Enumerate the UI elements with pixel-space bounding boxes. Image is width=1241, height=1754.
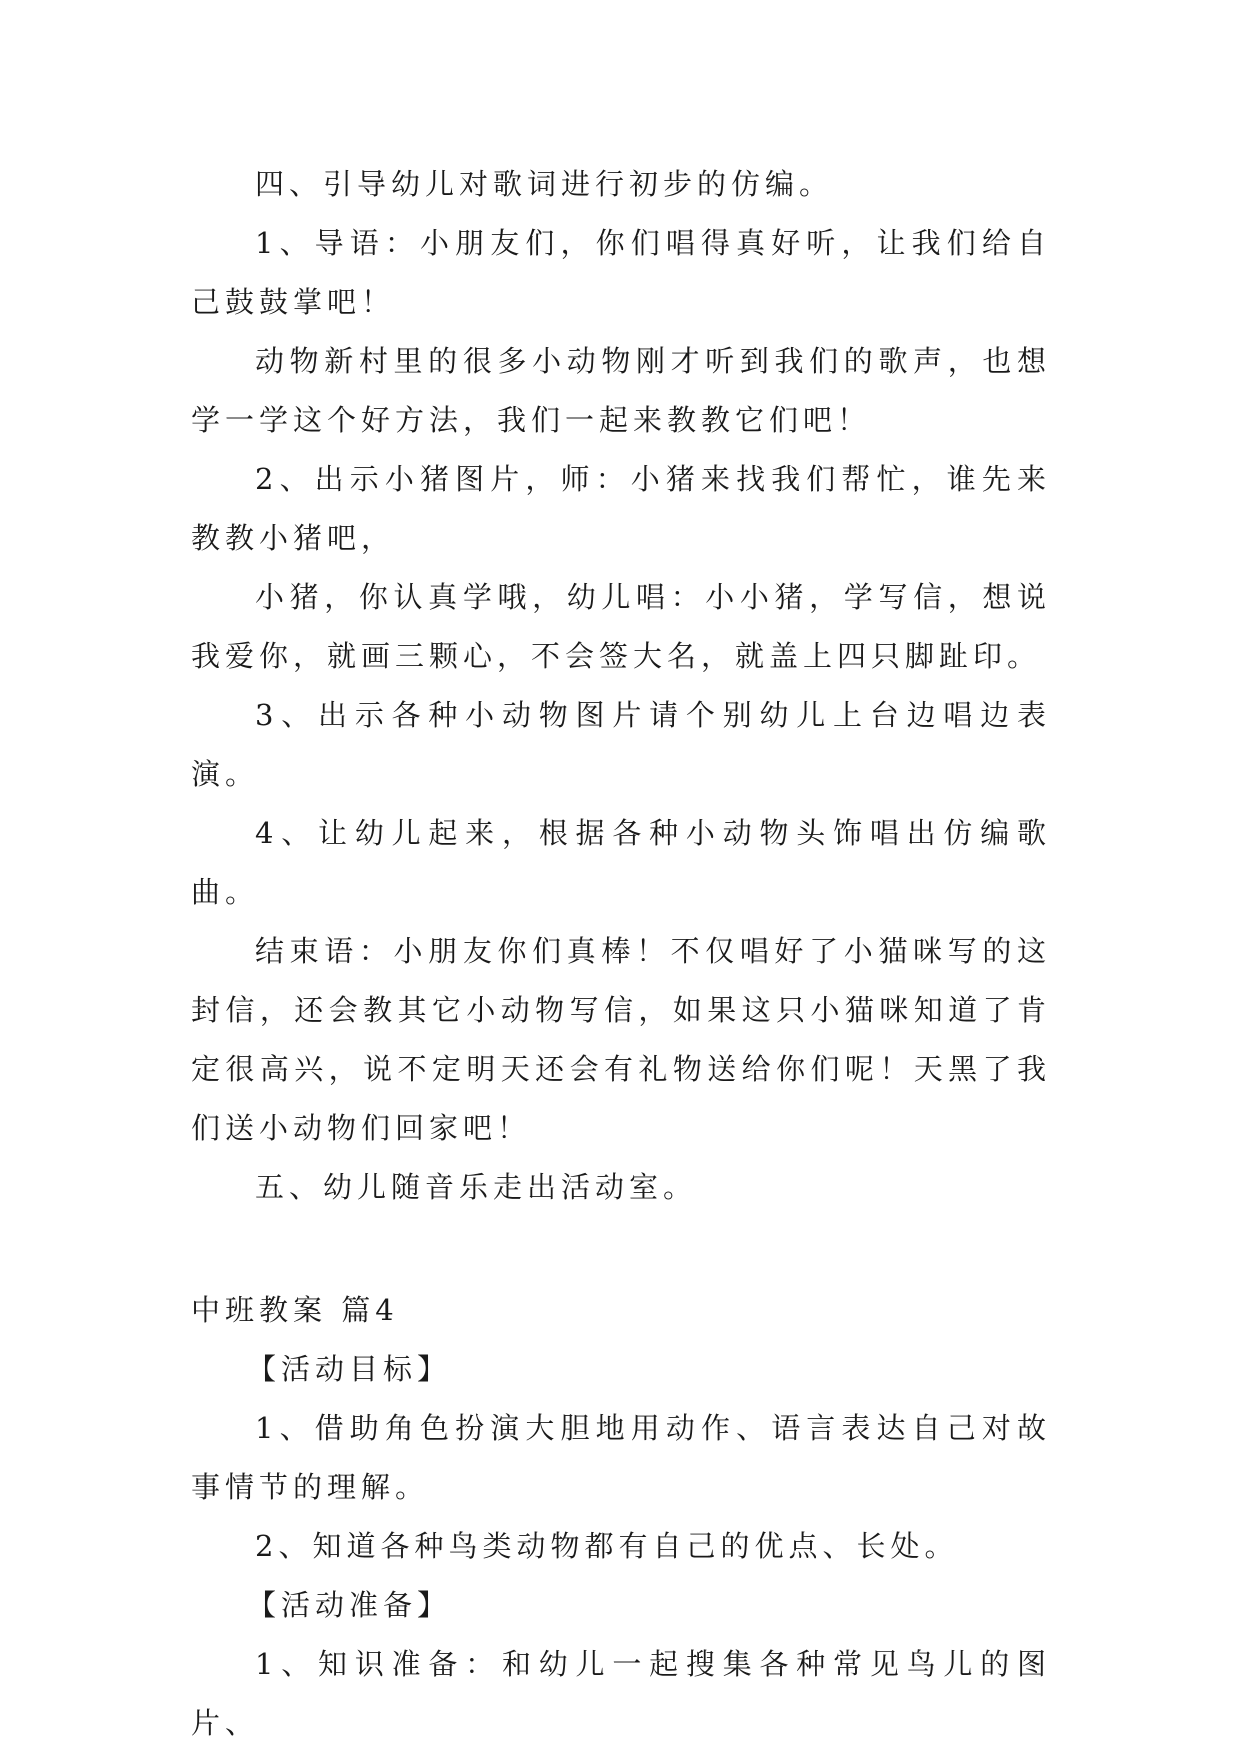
subsection-title: 【活动准备】 <box>247 1588 452 1622</box>
paragraph: 动物新村里的很多小动物刚才听到我们的歌声，也想学一学这个好方法，我们一起来教教它们吧！ <box>191 344 1051 437</box>
paragraph: 五、幼儿随音乐走出活动室。 <box>255 1170 698 1204</box>
paragraph: 小猪，你认真学哦，幼儿唱：小小猪，学写信，想说我爱你，就画三颗心，不会签大名，就盖上四只脚趾印。 <box>191 580 1051 673</box>
paragraph: 1、知识准备：和幼儿一起搜集各种常见鸟儿的图片、 <box>191 1647 1051 1740</box>
paragraph: 3、出示各种小动物图片请个别幼儿上台边唱边表演。 <box>191 698 1051 791</box>
document-body <box>191 155 1051 1753</box>
paragraph: 1、导语：小朋友们，你们唱得真好听，让我们给自己鼓鼓掌吧！ <box>191 226 1051 319</box>
paragraph: 1、借助角色扮演大胆地用动作、语言表达自己对故事情节的理解。 <box>191 1411 1051 1504</box>
section-heading: 中班教案 篇4 <box>191 1293 399 1327</box>
subsection-title: 【活动目标】 <box>247 1352 452 1386</box>
paragraph: 结束语：小朋友你们真棒！不仅唱好了小猫咪写的这封信，还会教其它小动物写信，如果这只小猫咪知道了肯定很高兴，说不定明天还会有礼物送给你们呢！天黑了我们送小动物们回家吧！ <box>191 934 1051 1145</box>
paragraph: 四、引导幼儿对歌词进行初步的仿编。 <box>255 167 834 201</box>
paragraph: 2、出示小猪图片，师：小猪来找我们帮忙，谁先来教教小猪吧， <box>191 462 1051 555</box>
paragraph: 2、知道各种鸟类动物都有自己的优点、长处。 <box>255 1529 959 1563</box>
paragraph: 4、让幼儿起来，根据各种小动物头饰唱出仿编歌曲。 <box>191 816 1051 909</box>
